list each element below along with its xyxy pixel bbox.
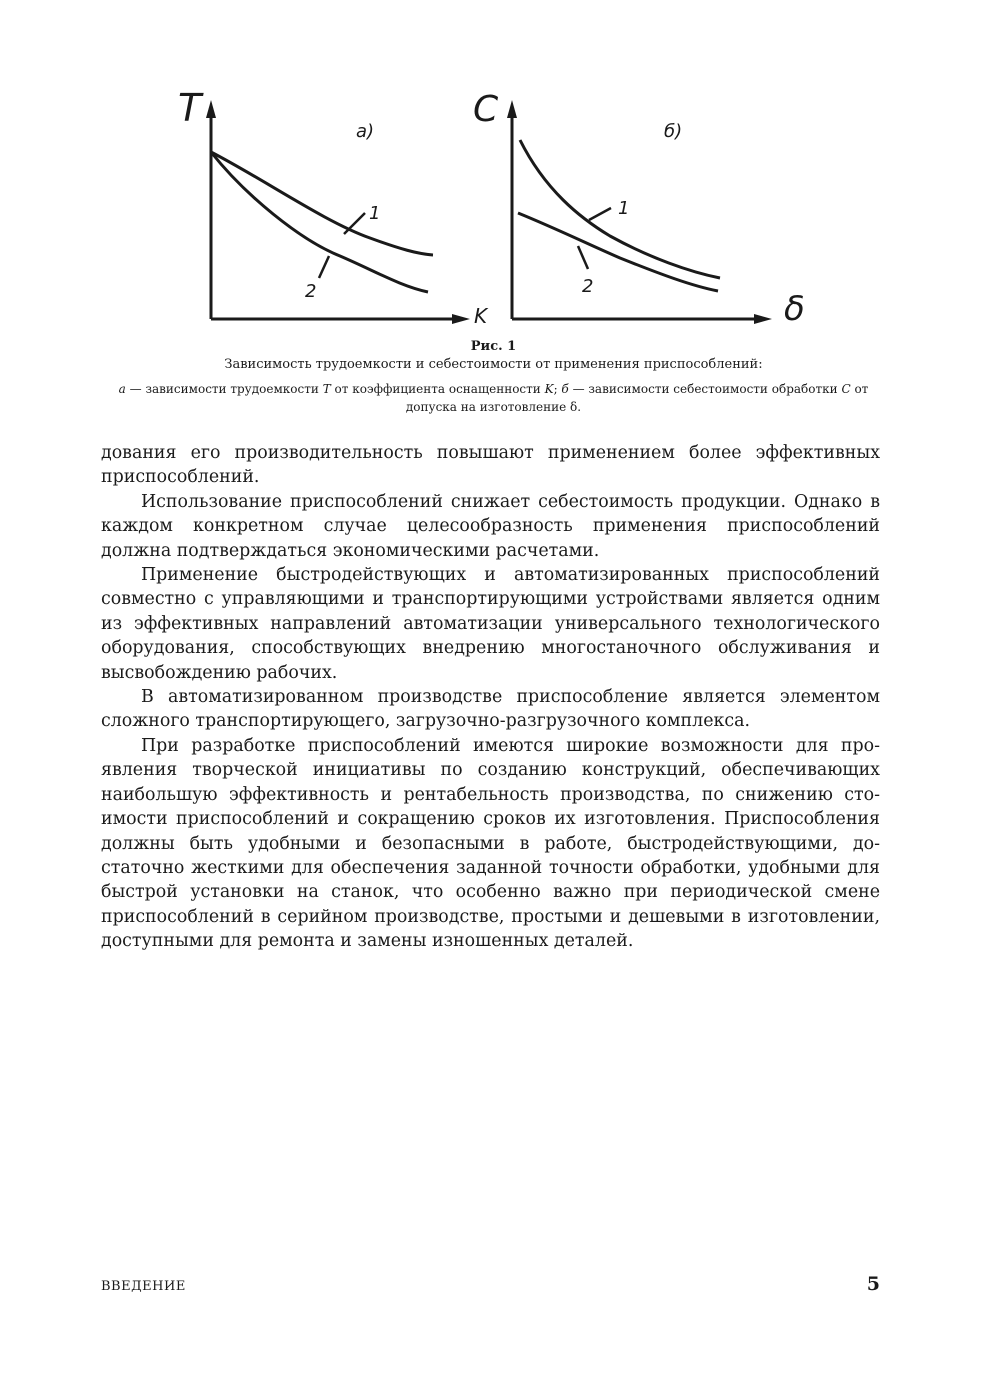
panel-b-leader-1 [589, 208, 611, 220]
panel-a-leader-2 [319, 256, 329, 278]
panel-b-leader-2 [578, 246, 588, 269]
paragraph-3: Применение быстродействующих и автоматизированных приспособлений совместно с управляющими и транспортирующими устройствами является одним из эффективных направлений автоматизации универсального технологического оборудования, способствующих внедрению многостаночного обслуживания и высвобождению рабочих. [101, 565, 880, 683]
paragraph-2: Использование приспособлений снижает себестоимость продукции. Однако в каждом конкретном случае целесообразность применения приспособлений должна подтверждаться экономическими расчетами. [101, 491, 880, 561]
panel-a-curve-2-label: 2 [305, 281, 317, 302]
legend-b-text-2: от допуска на изготовление δ. [405, 382, 869, 414]
figure-1 [150, 78, 830, 340]
legend-b-letter: б [561, 382, 569, 396]
paragraph-4: В автоматизированном производстве приспособление является элементом сложного транспортирующего, загрузочно-разгрузочного комплекса. [101, 687, 880, 732]
panel-a-curve-2 [211, 152, 428, 292]
panel-b-curve-2 [518, 213, 718, 291]
legend-a-text-2: от коэффициента оснащенности [330, 382, 545, 396]
panel-a-curve-1 [211, 152, 433, 255]
legend-a-letter: а [118, 382, 126, 396]
panel-b-curve-2-label: 2 [582, 276, 594, 297]
legend-b-C: C [841, 382, 851, 396]
body-text [101, 441, 880, 954]
figure-caption: Зависимость трудоемкости и себестоимости от применения приспособлений: [224, 357, 763, 372]
panel-a-x-label: K [474, 304, 488, 328]
panel-b-panel-label: б) [664, 121, 683, 142]
panel-b-y-label: C [473, 89, 499, 130]
legend-a-K: K [544, 382, 554, 396]
panel-a-panel-label: а) [356, 121, 375, 142]
panel-b-x-label: δ [784, 289, 805, 329]
running-head: ВВЕДЕНИЕ [101, 1279, 186, 1294]
panel-a [178, 86, 489, 328]
panel-b-x-arrow [754, 314, 772, 324]
legend-a-text-3: ; [553, 382, 562, 396]
legend-a-T: T [322, 382, 331, 396]
panel-a-x-arrow [452, 314, 470, 324]
figure-title: Рис. 1 [470, 339, 517, 354]
page-number: 5 [866, 1273, 880, 1295]
panel-a-y-arrow [206, 100, 216, 118]
paragraph-5: При разработке приспособлений имеются широкие возможности для проявления творческой инициативы по созданию конструкций, обеспечивающих наибольшую эффективность и рентабельность производства, по снижению стоимости приспособлений и сокращению сроков их изготовления. Приспособления должны быть удобными и безопасными в работе, быстродействующими, достаточно жесткими для обеспечения заданной точности обработки, удобными для быстрой установки на станок, что особенно важно при периодической смене приспособлений в серийном производстве, простыми и дешевыми в изготовлении, доступными для ремонта и замены изношенных деталей. [101, 735, 880, 952]
legend-a-text-1: — зависимости трудоемкости [125, 382, 323, 396]
panel-b-y-arrow [507, 100, 517, 118]
panel-b [473, 89, 805, 329]
panel-a-curve-1-label: 1 [369, 203, 381, 224]
legend-b-text-1: — зависимости себестоимости обработки [568, 382, 842, 396]
panel-b-curve-1-label: 1 [618, 198, 630, 219]
paragraph-1: дования его производительность повышают применением более эффективных приспособлений. [101, 443, 880, 488]
figure-legend [110, 380, 877, 416]
panel-a-y-label: T [178, 86, 202, 130]
